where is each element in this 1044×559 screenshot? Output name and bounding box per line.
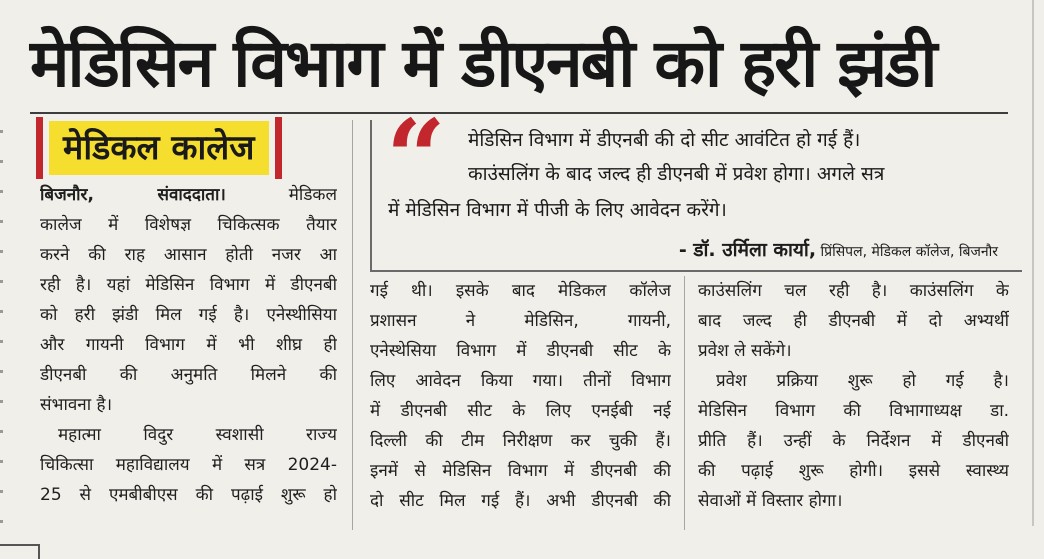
article-column-2 bbox=[370, 276, 671, 516]
tag-bar-right bbox=[275, 117, 282, 179]
article-line: बिजनौर, संवाददाता। मेडिकल bbox=[40, 185, 337, 205]
article-column-3 bbox=[698, 276, 1009, 516]
section-tag-label: मेडिकल कालेज bbox=[49, 121, 269, 175]
article-line: 25 से एमबीबीएस की पढ़ाई शुरू हो bbox=[40, 485, 337, 505]
adjacent-column-edge bbox=[0, 130, 3, 530]
article-line: प्रीति हैं। उन्हीं के निर्देशन में डीएनबी bbox=[698, 431, 1009, 451]
article-line: रही है। यहां मेडिसिन विभाग में डीएनबी bbox=[40, 275, 337, 295]
quote-mark-icon: “ bbox=[386, 96, 446, 219]
article-line: प्रशासन ने मेडिसिन, गायनी, bbox=[370, 311, 671, 331]
article-line: सेवाओं में विस्तार होगा। bbox=[698, 491, 843, 511]
article-line: और गायनी विभाग में भी शीघ्र ही bbox=[40, 335, 337, 355]
article-line: डीएनबी की अनुमति मिलने की bbox=[40, 365, 337, 385]
article-line: बाद जल्द ही डीएनबी में दो अभ्यर्थी bbox=[698, 311, 1009, 331]
page-edge-divider bbox=[1032, 0, 1034, 526]
article-line: प्रवेश प्रक्रिया शुरू हो गई है। bbox=[716, 371, 1009, 391]
quote-author-name: - डॉ. उर्मिला कार्या, bbox=[678, 239, 817, 261]
headline: मेडिसिन विभाग में डीएनबी को हरी झंडी bbox=[30, 25, 936, 102]
pull-quote bbox=[370, 96, 1022, 272]
article-line: की पढ़ाई शुरू होगी। इससे स्वास्थ्य bbox=[698, 461, 1009, 481]
article-line: काउंसलिंग चल रही है। काउंसलिंग के bbox=[698, 281, 1009, 301]
quote-line: में मेडिसिन विभाग में पीजी के लिए आवेदन करेंगे। bbox=[388, 199, 727, 221]
quote-line: मेडिसिन विभाग में डीएनबी की दो सीट आवंटित हो गई हैं। bbox=[468, 129, 861, 151]
section-tag bbox=[36, 117, 282, 179]
article-line: में डीएनबी सीट के लिए एनईबी नई bbox=[370, 401, 671, 421]
article-line: लिए आवेदन किया गया। तीनों विभाग bbox=[370, 371, 671, 391]
article-line: मेडिसिन विभाग की विभागाध्यक्ष डा. bbox=[698, 401, 1009, 421]
article-line: करने की राह आसान होती नजर आ bbox=[40, 245, 337, 265]
headline-rule bbox=[30, 112, 1008, 114]
article-line: प्रवेश ले सकेंगे। bbox=[698, 341, 792, 361]
article-line: दिल्ली की टीम निरीक्षण कर चुकी हैं। bbox=[370, 431, 671, 451]
article-line: को हरी झंडी मिल गई है। एनेस्थीसिया bbox=[40, 305, 337, 325]
quote-line: काउंसलिंग के बाद जल्द ही डीएनबी में प्रवेश होगा। अगले सत्र bbox=[468, 163, 885, 185]
column-rule bbox=[352, 120, 353, 530]
article-column-1 bbox=[40, 180, 337, 510]
article-line: कालेज में विशेषज्ञ चिकित्सक तैयार bbox=[40, 215, 337, 235]
article-line: इनमें से मेडिसिन विभाग में डीएनबी की bbox=[370, 461, 671, 481]
dateline: बिजनौर, संवाददाता। bbox=[40, 185, 226, 205]
column-rule bbox=[684, 276, 685, 530]
article-line: चिकित्सा महाविद्यालय में सत्र 2024- bbox=[40, 455, 337, 475]
quote-author-title: प्रिंसिपल, मेडिकल कॉलेज, बिजनौर bbox=[820, 244, 998, 260]
article-line: दो सीट मिल गई हैं। अभी डीएनबी की bbox=[370, 491, 671, 511]
article-line: एनेस्थेसिया विभाग में डीएनबी सीट के bbox=[370, 341, 671, 361]
article-line: संभावना है। bbox=[40, 395, 113, 415]
tag-bar-left bbox=[36, 117, 43, 179]
article-line: महात्मा विदुर स्वशासी राज्य bbox=[58, 425, 337, 445]
article-line: गई थी। इसके बाद मेडिकल कॉलेज bbox=[370, 281, 671, 301]
quote-attribution bbox=[679, 236, 998, 266]
